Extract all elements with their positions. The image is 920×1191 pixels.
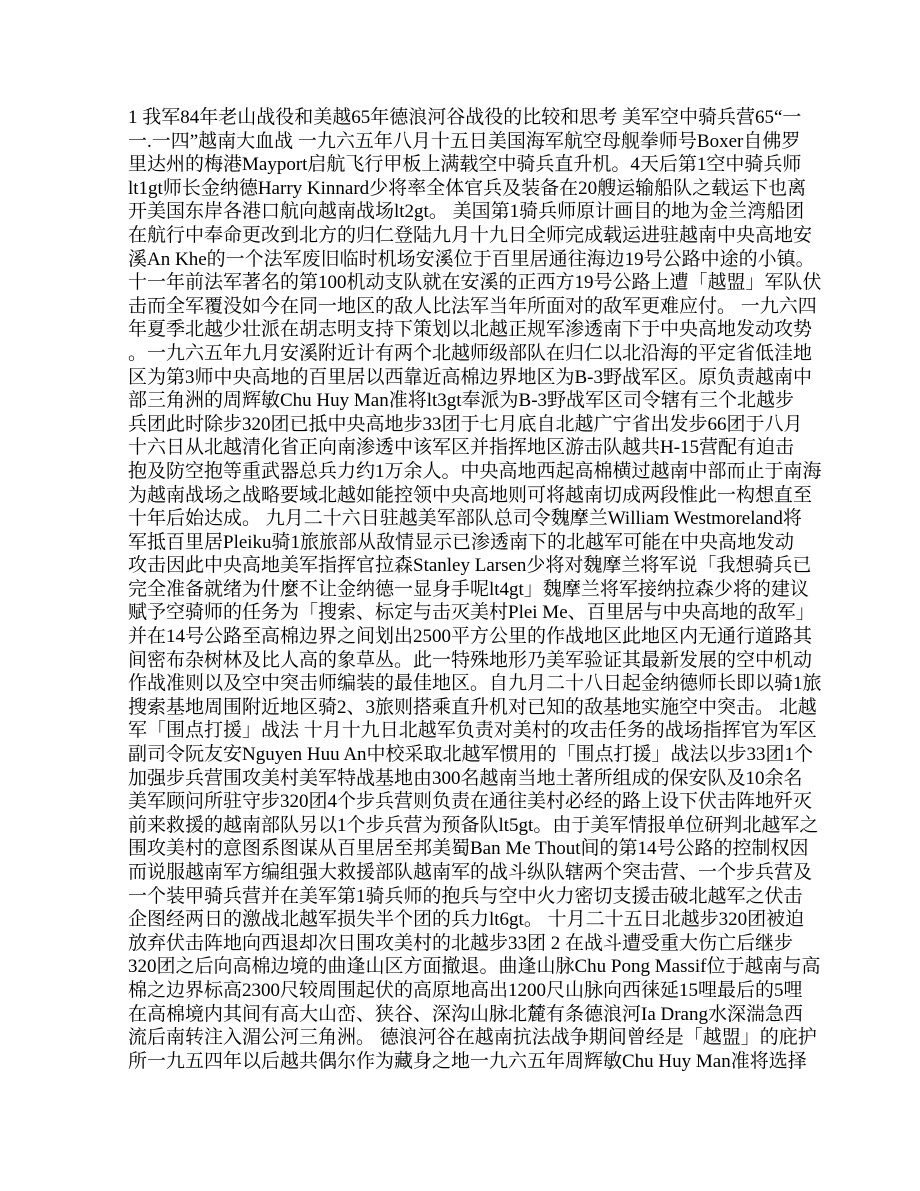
text-line: lt1gt师长金纳德Harry Kinnard少将率全体官兵及装备在20艘运输船队之载运下也离 xyxy=(128,177,807,199)
text-line: 美军顾问所驻守步320团4个步兵营则负责在通往美村必经的路上设下伏击阵地歼灭 xyxy=(128,791,813,813)
text-line: 溪An Khe的一个法军废旧临时机场安溪位于百里居通往海边19号公路中途的小镇。 xyxy=(128,248,815,270)
text-line: 抱及防空抱等重武器总兵力约1万余人。中央高地西起高棉横过越南中部而止于南海 xyxy=(128,460,822,482)
text-line: 一个装甲骑兵营并在美军第1骑兵师的抱兵与空中火力密切支援击破北越军之伏击 xyxy=(128,885,803,907)
text-line: 所一九五四年以后越共偶尔作为藏身之地一九六五年周辉敏Chu Huy Man准将选择 xyxy=(128,1050,807,1072)
text-line: 作战准则以及空中突击师编装的最佳地区。自九月二十八日起金纳德师长即以骑1旅 xyxy=(128,673,822,695)
text-line: 击而全军覆没如今在同一地区的敌人比法军当年所面对的敌军更难应付。 一九六四 xyxy=(128,295,817,317)
text-line: 攻击因此中央高地美军指挥官拉森Stanley Larsen少将对魏摩兰将军说「我想骑兵已 xyxy=(128,555,812,577)
text-line: 320团之后向高棉边境的曲逢山区方面撤退。曲逢山脉Chu Pong Massif位于越南与高 xyxy=(128,956,821,978)
text-line: 而说服越南军方编组强大救援部队越南军的战斗纵队辖两个突击营、一个步兵营及 xyxy=(128,862,813,883)
text-line: 十六日从北越清化省正向南渗透中该军区并指挥地区游击队越共H-15营配有迫击 xyxy=(128,437,795,459)
text-line: 十一年前法军著名的第100机动支队就在安溪的正西方19号公路上遭「越盟」军队伏 xyxy=(128,272,822,294)
text-line: 在航行中奉命更改到北方的归仁登陆九月十九日全师完成载运进驻越南中央高地安 xyxy=(128,224,813,246)
text-line: 1 我军84年老山战役和美越65年德浪河谷战役的比较和思考 美军空中骑兵营65“一 xyxy=(128,107,802,128)
text-line: 部三角洲的周辉敏Chu Huy Man准将lt3gt奉派为B-3野战军区司令辖有三个北越步 xyxy=(128,390,795,412)
text-line: 放弃伏击阵地向西退却次日围攻美村的北越步33团 2 在战斗遭受重大伤亡后继步 xyxy=(128,932,794,954)
text-line: 副司令阮友安Nguyen Huu An中校采取北越军惯用的「围点打援」战法以步33团1个 xyxy=(128,744,814,766)
text-line: 间密布杂树林及比人高的象草丛。此一特殊地形乃美军验证其最新发展的空中机动 xyxy=(128,649,813,671)
text-line: 并在14号公路至高棉边界之间划出2500平方公里的作战地区此地区内无通行道路其 xyxy=(128,626,813,648)
text-line: 一.一四”越南大血战 一九六五年八月十五日美国海军航空母舰拳师号Boxer自佛罗 xyxy=(128,130,801,152)
text-line: 军「围点打援」战法 十月十九日北越军负责对美村的攻击任务的战场指挥官为军区 xyxy=(128,720,817,742)
document-text-block xyxy=(128,106,822,1073)
text-line: 搜索基地周围附近地区骑2、3旅则搭乘直升机对已知的敌基地实施空中突击。 北越 xyxy=(128,696,817,718)
text-line: 在高棉境内其间有高大山峦、狭谷、深沟山脉北麓有条德浪河Ia Drang水深湍急西 xyxy=(128,1003,803,1025)
text-line: 为越南战场之战略要域北越如能控领中央高地则可将越南切成两段惟此一构想直至 xyxy=(128,484,813,506)
text-line: 企图经两日的激战北越军损失半个团的兵力lt6gt。 十月二十五日北越步320团被迫 xyxy=(128,909,805,931)
text-line: 兵团此时除步320团已抵中央高地步33团于七月底自北越广宁省出发步66团于八月 xyxy=(128,413,803,435)
text-line: 围攻美村的意图系图谋从百里居至邦美蜀Ban Me Thout间的第14号公路的控制权因 xyxy=(128,838,809,860)
text-line: 完全准备就绪为什麼不让金纳德一显身手呢lt4gt」魏摩兰将军接纳拉森少将的建议 xyxy=(128,578,809,600)
text-line: 军抵百里居Pleiku骑1旅旅部从敌情显示已渗透南下的北越军可能在中央高地发动 xyxy=(128,531,795,553)
text-line: 里达州的梅港Mayport启航飞行甲板上满载空中骑兵直升机。4天后第1空中骑兵师 xyxy=(128,154,802,176)
text-line: 。一九六五年九月安溪附近计有两个北越师级部队在归仁以北沿海的平定省低洼地 xyxy=(128,342,813,364)
text-line: 加强步兵营围攻美村美军特战基地由300名越南当地土著所组成的保安队及10余名 xyxy=(128,767,803,789)
text-line: 区为第3师中央高地的百里居以西靠近高棉边界地区为B-3野战军区。原负责越南中 xyxy=(128,366,813,388)
text-line: 赋予空骑师的任务为「搜索、标定与击灭美村Plei Me、百里居与中央高地的敌军」 xyxy=(128,602,815,624)
text-line: 年夏季北越少壮派在胡志明支持下策划以北越正规军渗透南下于中央高地发动攻势 xyxy=(128,319,813,341)
text-line: 棉之边界标高2300尺较周围起伏的高原地高出1200尺山脉向西徕延15哩最后的5哩 xyxy=(128,979,803,1001)
text-line: 流后南转注入湄公河三角洲。 德浪河谷在越南抗法战争期间曾经是「越盟」的庇护 xyxy=(128,1027,817,1049)
text-line: 前来救援的越南部队另以1个步兵营为预备队lt5gt。由于美军情报单位研判北越军之 xyxy=(128,814,819,836)
text-line: 十年后始达成。 九月二十六日驻越美军部队总司令魏摩兰William Westmoreland将 xyxy=(128,508,802,530)
text-line: 开美国东岸各港口航向越南战场lt2gt。 美国第1骑兵师原计画目的地为金兰湾船团 xyxy=(128,201,805,223)
